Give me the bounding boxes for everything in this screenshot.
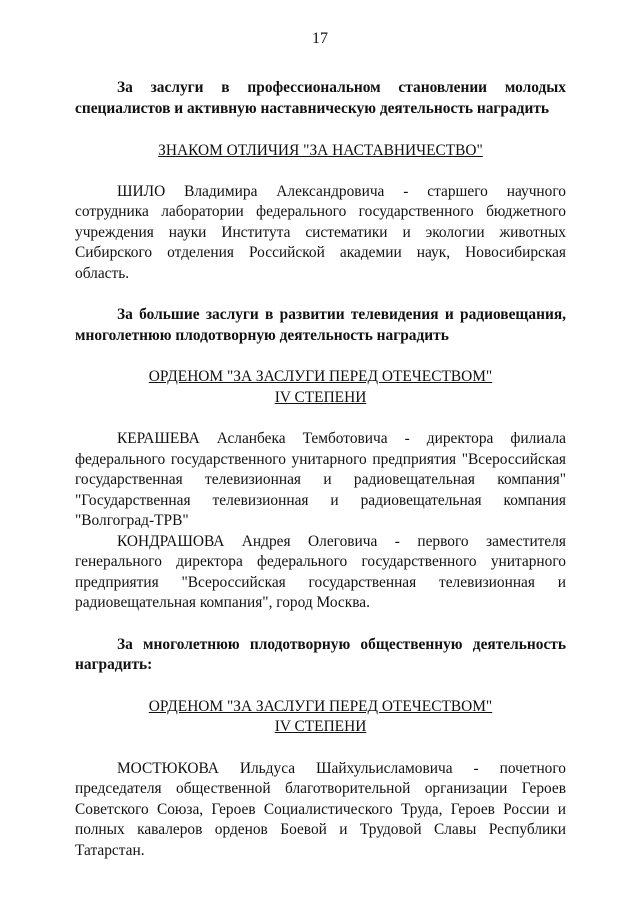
section-2-person-1: КЕРАШЕВА Асланбека Темботовича - директора филиала федерального государственного унитарного предприятия "Всероссийская государственная телевизионная и радиовещательная компания" "Государственная телевизионная и радиовещательная компания "Волгоград-ТРВ" — [75, 430, 566, 529]
section-1-award — [75, 141, 566, 162]
award-title: ЗНАКОМ ОТЛИЧИЯ "ЗА НАСТАВНИЧЕСТВО" — [158, 142, 483, 159]
award-title: ОРДЕНОМ "ЗА ЗАСЛУГИ ПЕРЕД ОТЕЧЕСТВОМ" — [148, 697, 493, 715]
award-degree: IV СТЕПЕНИ — [274, 718, 367, 735]
section-1-person-1: ШИЛО Владимира Александровича - старшего научного сотрудника лаборатории федерального государственного бюджетного учреждения науки Института систематики и экологии животных Сибирского отделения Российской академии наук, Новосибирская область. — [75, 182, 566, 282]
document-body — [75, 78, 566, 861]
section-2-intro: За большие заслуги в развитии телевидения и радиовещания, многолетнюю плодотворную деятельность наградить — [75, 306, 566, 344]
section-1-intro: За заслуги в профессиональном становлении молодых специалистов и активную наставническую деятельность наградить — [75, 79, 566, 117]
page-number: 17 — [312, 30, 328, 47]
award-degree: IV СТЕПЕНИ — [274, 388, 367, 406]
section-3-intro: За многолетнюю плодотворную общественную деятельность наградить: — [75, 635, 566, 673]
section-2-award — [75, 367, 566, 408]
section-2-person-2: КОНДРАШОВА Андрея Олеговича - первого заместителя генерального директора федерального государственного унитарного предприятия "Всероссийская государственная телевизионная и радиовещательная компания", город Москва. — [75, 532, 566, 611]
section-3-award — [75, 697, 566, 738]
award-title: ОРДЕНОМ "ЗА ЗАСЛУГИ ПЕРЕД ОТЕЧЕСТВОМ" — [148, 368, 493, 385]
section-3-person-1: МОСТЮКОВА Ильдуса Шайхульисламовича - почетного председателя общественной благотворительной организации Героев Советского Союза, Героев Социалистического Труда, Героев России и полных кавалеров орденов Боевой и Трудовой Славы Республики Татарстан. — [75, 759, 566, 859]
